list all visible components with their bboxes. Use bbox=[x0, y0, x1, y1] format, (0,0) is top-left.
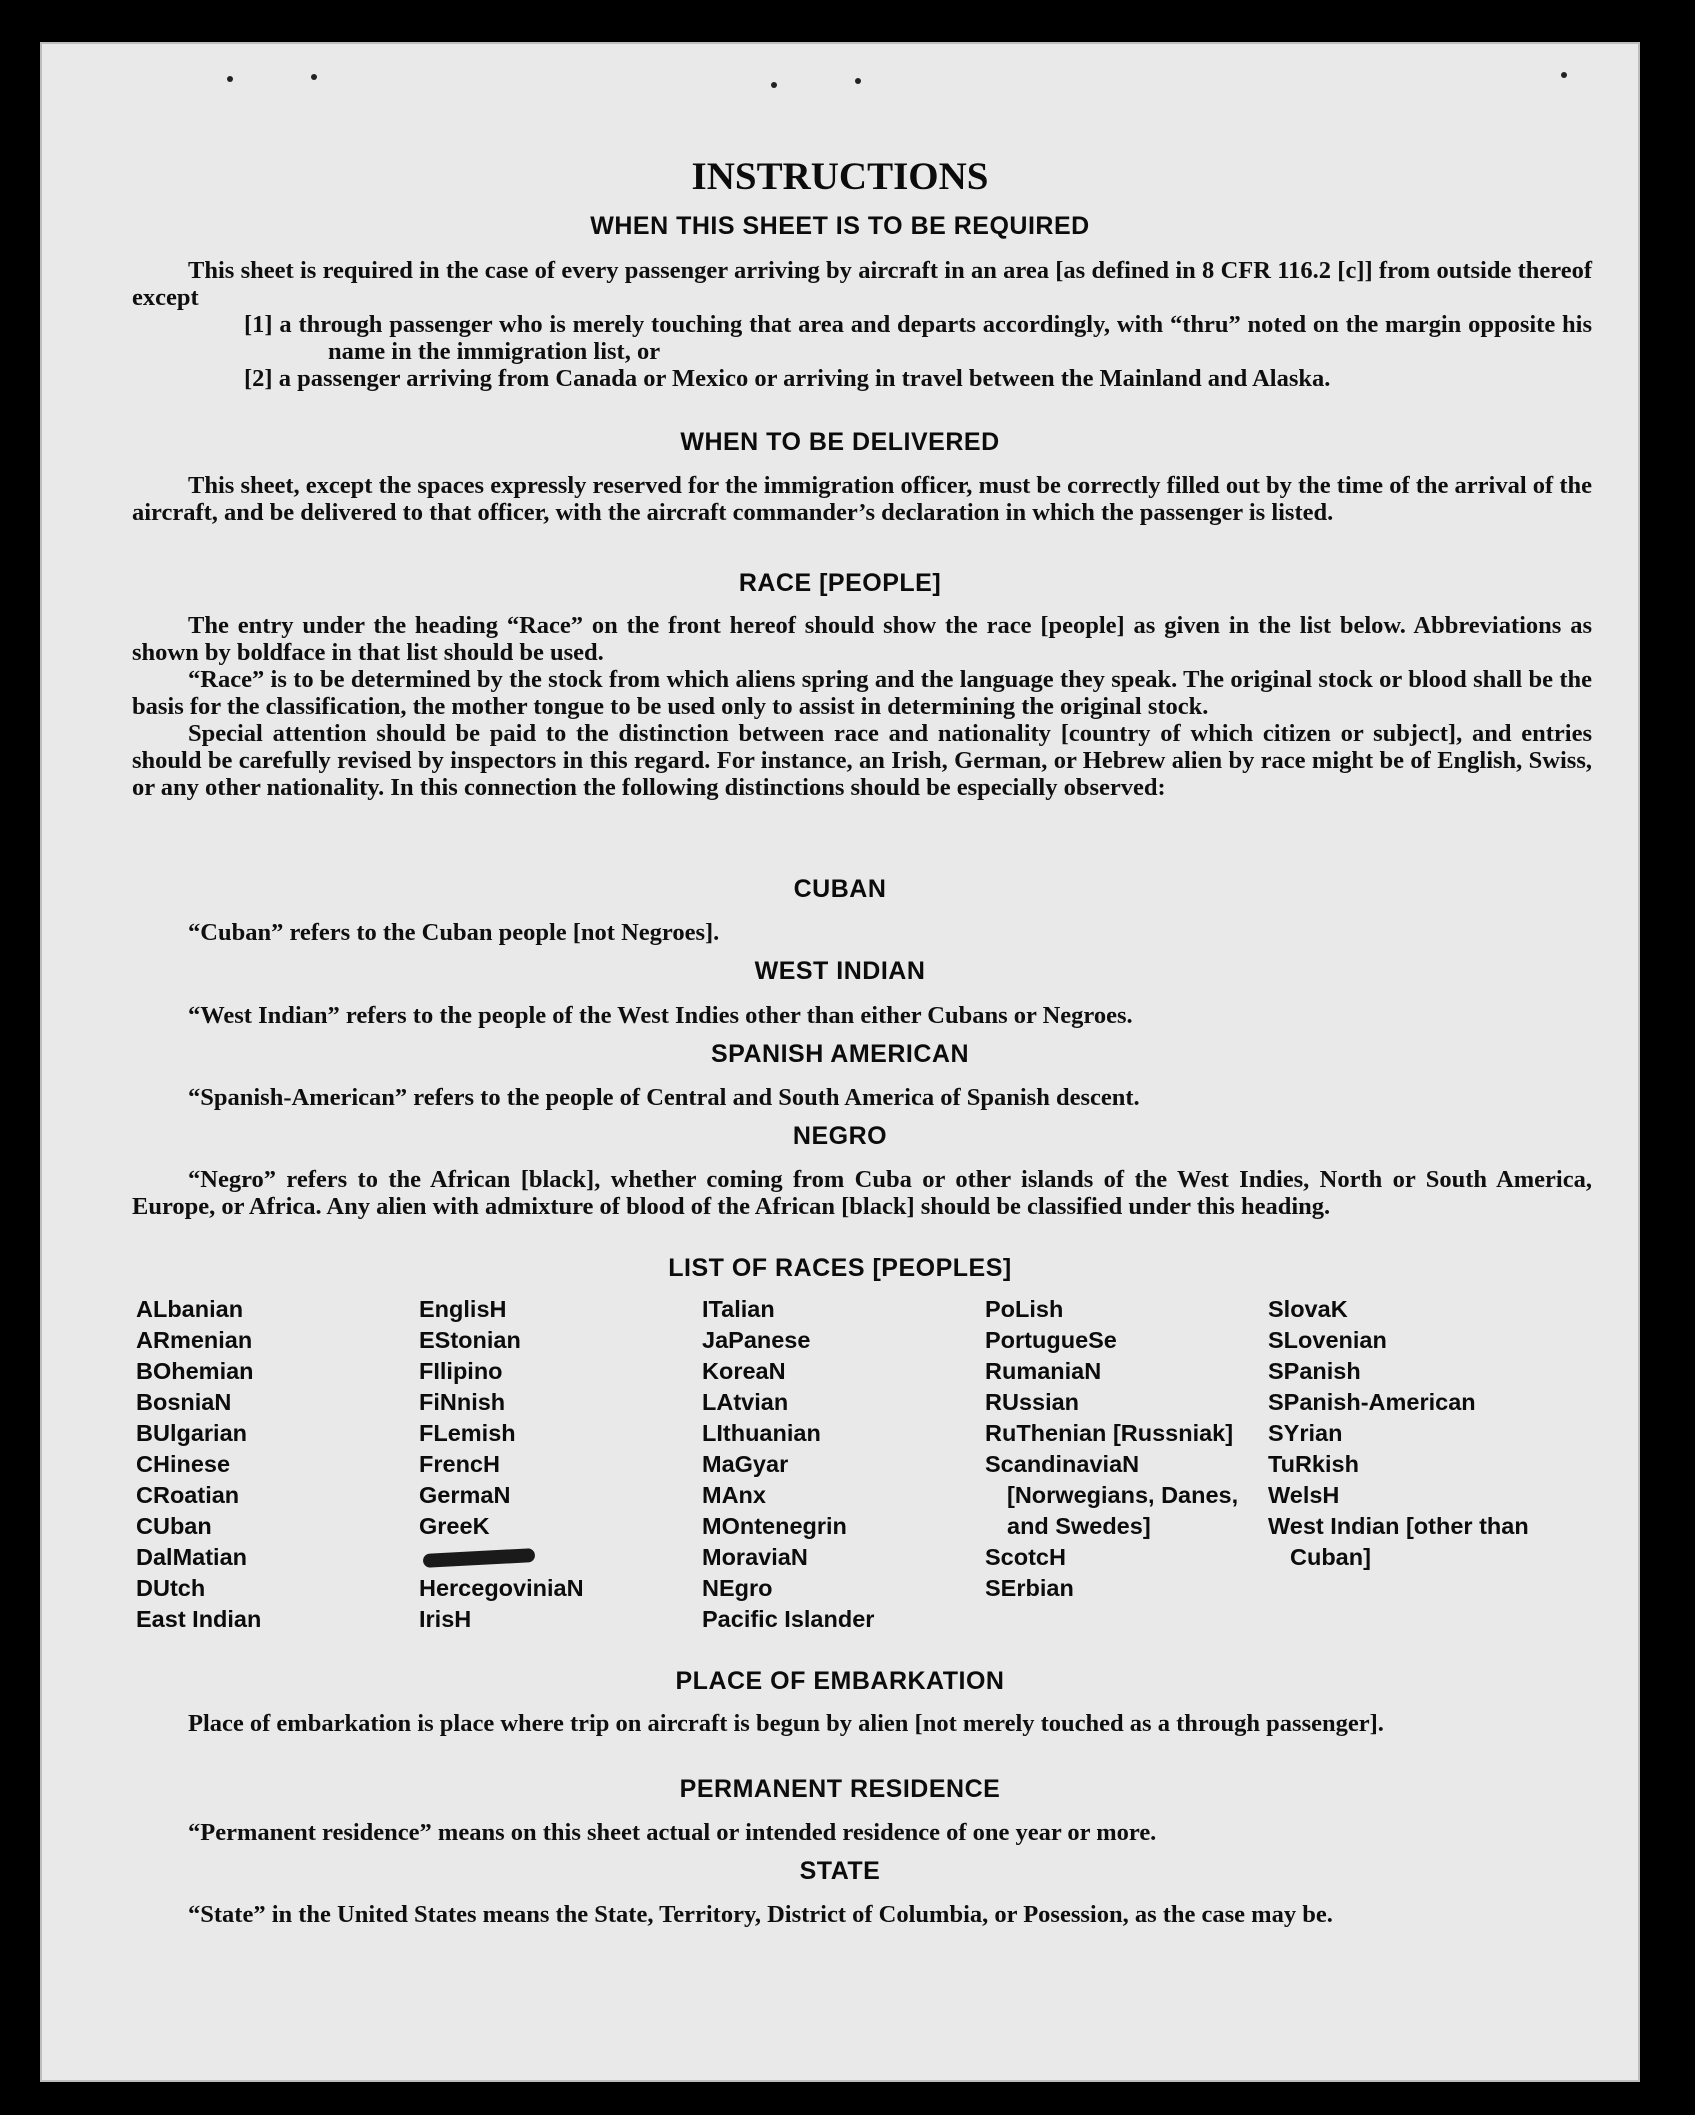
punch-mark bbox=[1561, 72, 1567, 78]
race-column-2 bbox=[419, 1294, 702, 1635]
west-indian-text: “West Indian” refers to the people of the West Indies other than either Cubans or Negroes. bbox=[188, 1002, 1133, 1029]
race-list bbox=[136, 1294, 1606, 1635]
section-heading-cuban: CUBAN bbox=[793, 875, 887, 903]
race-list-item: IrisH bbox=[419, 1606, 472, 1632]
race-list-item: ALbanian bbox=[136, 1296, 244, 1322]
section-heading-list-of-races: LIST OF RACES [PEOPLES] bbox=[668, 1254, 1012, 1282]
race-list-item: RuThenian [Russniak] bbox=[985, 1420, 1234, 1446]
race-list-item: EnglisH bbox=[419, 1296, 507, 1322]
page-title: INSTRUCTIONS bbox=[691, 155, 989, 198]
section-heading-west-indian: WEST INDIAN bbox=[754, 957, 926, 985]
punch-mark bbox=[311, 74, 317, 80]
spanish-american-section bbox=[132, 1084, 1592, 1111]
cuban-section bbox=[132, 919, 1592, 946]
race-list-item: CUban bbox=[136, 1513, 212, 1539]
residence-text: “Permanent residence” means on this sheet actual or intended residence of one year or more. bbox=[188, 1819, 1157, 1846]
race-list-item: DUtch bbox=[136, 1575, 206, 1601]
race-column-5 bbox=[1268, 1294, 1551, 1635]
race-paragraph-2: “Race” is to be determined by the stock from which aliens spring and the language they speak. The original stock or blood shall be the basis for the classification, the mother tongue to be used only to assist in determining the original stock. bbox=[132, 666, 1592, 720]
race-list-item: SPanish-American bbox=[1268, 1389, 1476, 1415]
section-heading-state: STATE bbox=[799, 1857, 881, 1885]
when-required-intro: This sheet is required in the case of every passenger arriving by aircraft in an area [as defined in 8 CFR 116.2 [c]] from outside thereof except bbox=[132, 257, 1592, 311]
race-section bbox=[132, 612, 1592, 801]
race-list-item: MaGyar bbox=[702, 1451, 789, 1477]
race-list-item: FrencH bbox=[419, 1451, 500, 1477]
race-column-3 bbox=[702, 1294, 985, 1635]
race-list-item: MoraviaN bbox=[702, 1544, 808, 1570]
race-list-item: PoLish bbox=[985, 1296, 1064, 1322]
punch-mark bbox=[855, 78, 861, 84]
residence-section bbox=[132, 1819, 1592, 1846]
when-delivered-section bbox=[132, 472, 1592, 526]
section-heading-when-required: WHEN THIS SHEET IS TO BE REQUIRED bbox=[590, 212, 1090, 240]
race-list-item: TuRkish bbox=[1268, 1451, 1359, 1477]
race-list-item: West Indian [other than Cuban] bbox=[1268, 1513, 1529, 1570]
race-list-item: SlovaK bbox=[1268, 1296, 1348, 1322]
race-list-item: BosniaN bbox=[136, 1389, 232, 1415]
state-text: “State” in the United States means the State, Territory, District of Columbia, or Posession, as the case may be. bbox=[188, 1901, 1333, 1928]
race-list-item: RumaniaN bbox=[985, 1358, 1102, 1384]
punch-mark bbox=[771, 82, 777, 88]
exception-1: [1] a through passenger who is merely touching that area and departs accordingly, with “thru” noted on the margin opposite his name in the immigration list, or bbox=[244, 311, 1592, 365]
section-heading-when-delivered: WHEN TO BE DELIVERED bbox=[680, 428, 1000, 456]
exception-2: [2] a passenger arriving from Canada or Mexico or arriving in travel between the Mainland and Alaska. bbox=[244, 365, 1331, 392]
section-heading-embarkation: PLACE OF EMBARKATION bbox=[675, 1667, 1005, 1695]
race-list-item: East Indian bbox=[136, 1606, 262, 1632]
race-list-item: FiNnish bbox=[419, 1389, 506, 1415]
spanish-american-text: “Spanish-American” refers to the people of Central and South America of Spanish descent. bbox=[188, 1084, 1140, 1111]
embarkation-text: Place of embarkation is place where trip on aircraft is begun by alien [not merely touched as a through passenger]. bbox=[188, 1710, 1384, 1737]
race-list-item: FIlipino bbox=[419, 1358, 503, 1384]
embarkation-section bbox=[132, 1710, 1592, 1737]
document-page bbox=[40, 42, 1640, 2082]
punch-mark bbox=[227, 76, 233, 82]
race-list-item: LAtvian bbox=[702, 1389, 789, 1415]
race-paragraph-3: Special attention should be paid to the distinction between race and nationality [country of which citizen or subject], and entries should be carefully revised by inspectors in this regard. For instance, an Irish, German, or Hebrew alien by race might be of English, Swiss, or any other nationality. In this connection the following distinctions should be especially observed: bbox=[132, 720, 1592, 801]
race-list-item: BUlgarian bbox=[136, 1420, 247, 1446]
race-list-item: GreeK bbox=[419, 1513, 490, 1539]
race-list-item: ScotcH bbox=[985, 1544, 1066, 1570]
section-heading-race: RACE [PEOPLE] bbox=[738, 569, 942, 597]
race-paragraph-1: The entry under the heading “Race” on the front hereof should show the race [people] as given in the list below. Abbreviations as shown by boldface in that list should be used. bbox=[132, 612, 1592, 666]
west-indian-section bbox=[132, 1002, 1592, 1029]
section-heading-negro: NEGRO bbox=[792, 1122, 888, 1150]
race-list-item: SErbian bbox=[985, 1575, 1074, 1601]
race-list-item: NEgro bbox=[702, 1575, 773, 1601]
cuban-text: “Cuban” refers to the Cuban people [not Negroes]. bbox=[188, 919, 720, 946]
struck-out-entry bbox=[419, 1542, 702, 1573]
race-list-item: PortugueSe bbox=[985, 1327, 1117, 1353]
race-list-item: DalMatian bbox=[136, 1544, 247, 1570]
race-list-item: RUssian bbox=[985, 1389, 1080, 1415]
race-list-item: ARmenian bbox=[136, 1327, 253, 1353]
negro-section bbox=[132, 1166, 1592, 1220]
race-list-item: SLovenian bbox=[1268, 1327, 1387, 1353]
race-list-item: JaPanese bbox=[702, 1327, 811, 1353]
race-list-item: GermaN bbox=[419, 1482, 511, 1508]
race-list-item: WelsH bbox=[1268, 1482, 1340, 1508]
when-delivered-text: This sheet, except the spaces expressly reserved for the immigration officer, must be correctly filled out by the time of the arrival of the aircraft, and be delivered to that officer, with the aircraft commander’s declaration in which the passenger is listed. bbox=[132, 472, 1592, 526]
race-list-item: ITalian bbox=[702, 1296, 775, 1322]
race-list-item: ScandinaviaN [Norwegians, Danes, and Swedes] bbox=[985, 1451, 1239, 1539]
negro-text: “Negro” refers to the African [black], whether coming from Cuba or other islands of the West Indies, North or South America, Europe, or Africa. Any alien with admixture of blood of the African [black] should be classified under this heading. bbox=[132, 1166, 1592, 1220]
state-section bbox=[132, 1901, 1592, 1928]
race-list-item: SPanish bbox=[1268, 1358, 1361, 1384]
ink-strikeout bbox=[423, 1548, 536, 1568]
section-heading-spanish-american: SPANISH AMERICAN bbox=[710, 1040, 969, 1068]
race-list-item: HercegoviniaN bbox=[419, 1575, 584, 1601]
race-list-item: EStonian bbox=[419, 1327, 521, 1353]
race-list-item: FLemish bbox=[419, 1420, 516, 1446]
race-list-item: KoreaN bbox=[702, 1358, 786, 1384]
race-list-item: Pacific Islander bbox=[702, 1606, 875, 1632]
section-heading-permanent-residence: PERMANENT RESIDENCE bbox=[679, 1775, 1001, 1803]
race-list-item: MAnx bbox=[702, 1482, 766, 1508]
when-required-section bbox=[132, 257, 1592, 392]
race-list-item: SYrian bbox=[1268, 1420, 1343, 1446]
race-list-item: CHinese bbox=[136, 1451, 231, 1477]
race-list-item: MOntenegrin bbox=[702, 1513, 847, 1539]
race-column-1 bbox=[136, 1294, 419, 1635]
race-column-4 bbox=[985, 1294, 1268, 1635]
race-list-item: BOhemian bbox=[136, 1358, 254, 1384]
race-list-item: CRoatian bbox=[136, 1482, 240, 1508]
race-list-item: LIthuanian bbox=[702, 1420, 821, 1446]
